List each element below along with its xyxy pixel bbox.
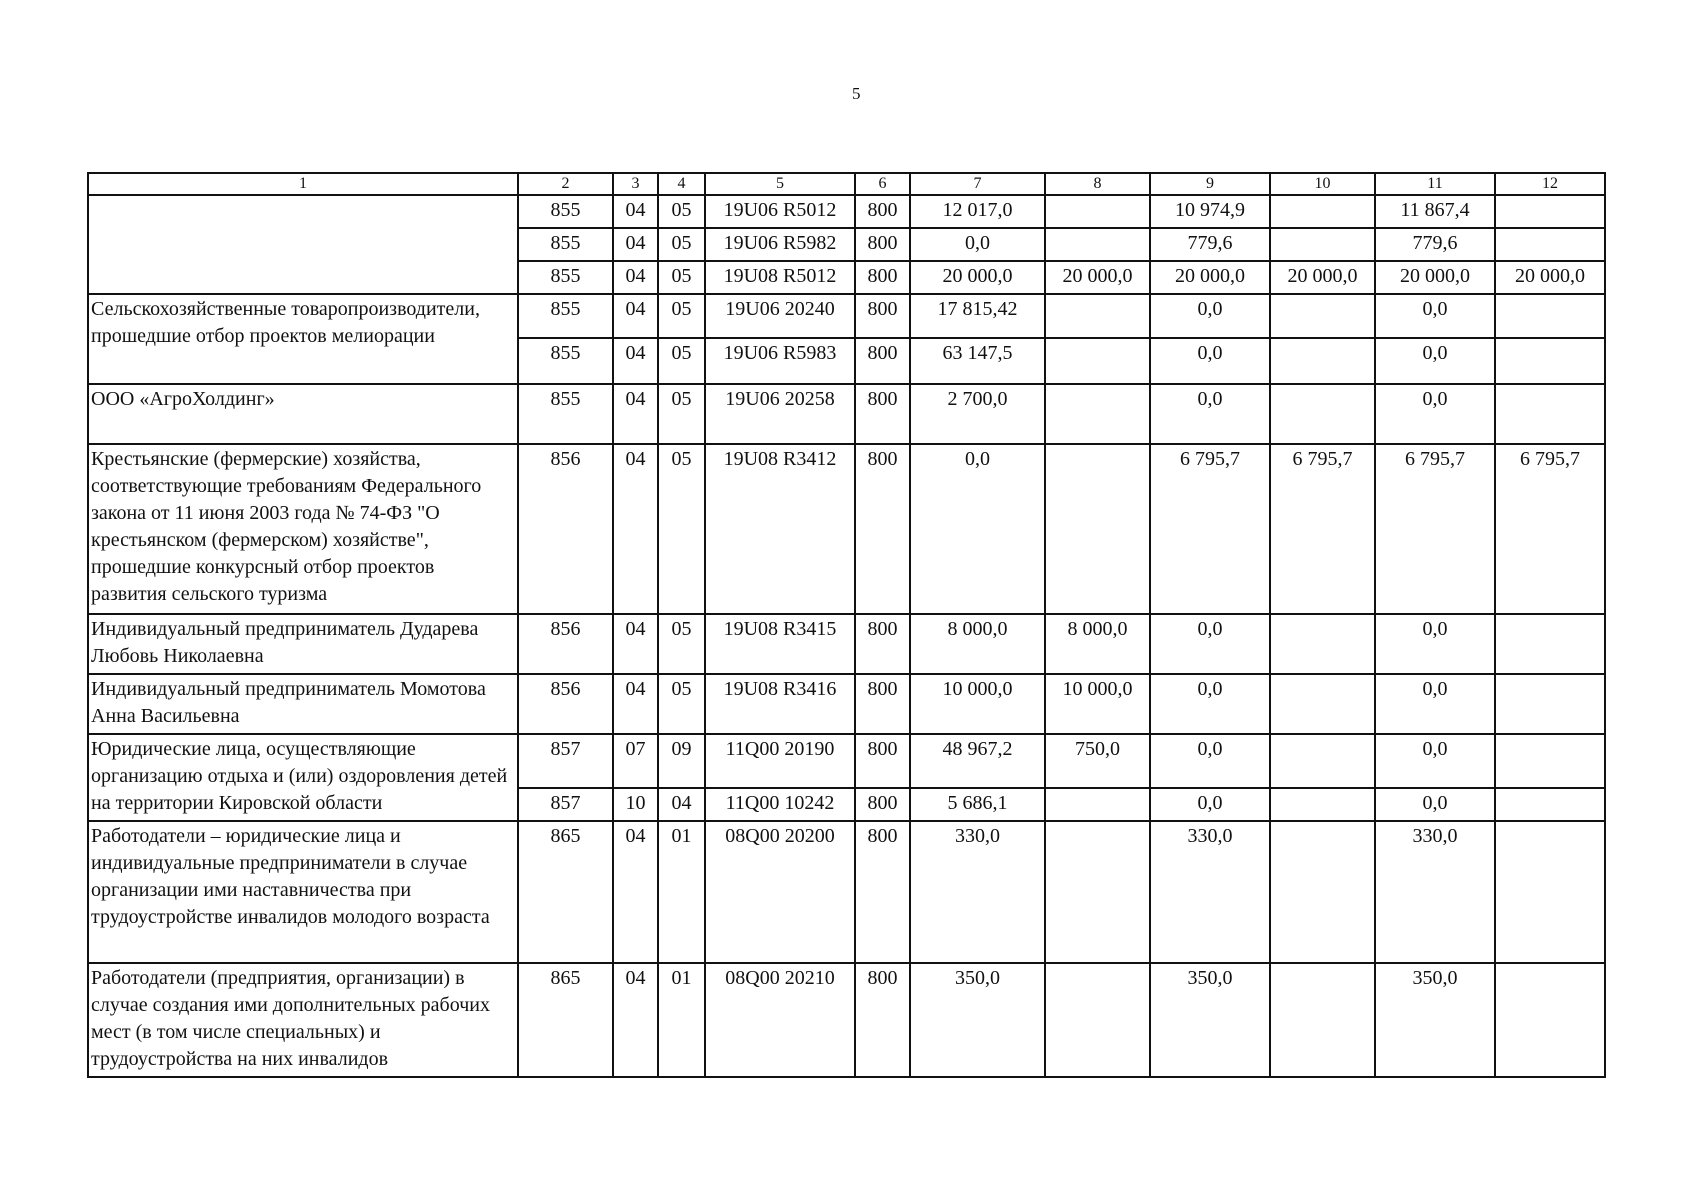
table-cell <box>1270 228 1375 261</box>
table-row <box>88 674 1605 734</box>
table-cell: 0,0 <box>910 228 1045 261</box>
table-cell: 20 000,0 <box>910 261 1045 294</box>
table-cell: 800 <box>855 338 910 384</box>
table-cell: 0,0 <box>1375 384 1495 444</box>
table-cell: 800 <box>855 384 910 444</box>
table-cell: 0,0 <box>1150 674 1270 734</box>
table-cell: 04 <box>613 963 658 1077</box>
table-cell <box>1045 294 1150 338</box>
table-cell: 04 <box>613 338 658 384</box>
table-cell: 05 <box>658 294 705 338</box>
column-header: 8 <box>1045 173 1150 195</box>
recipient-name: Крестьянские (фермерские) хозяйства, соответствующие требованиям Федерального закона от 11 июня 2003 года № 74-ФЗ "О крестьянском (фермерском) хозяйстве", прошедшие конкурсный отбор проектов развития сельского туризма <box>88 444 518 614</box>
table-row <box>88 614 1605 674</box>
table-cell: 0,0 <box>1375 788 1495 821</box>
table-cell: 0,0 <box>1150 384 1270 444</box>
table-cell: 800 <box>855 444 910 614</box>
table-cell: 19U06 20258 <box>705 384 855 444</box>
table-cell: 10 974,9 <box>1150 195 1270 228</box>
table-cell: 0,0 <box>910 444 1045 614</box>
table-cell: 865 <box>518 821 613 963</box>
table-cell: 05 <box>658 338 705 384</box>
table-cell: 04 <box>613 614 658 674</box>
table-cell: 750,0 <box>1045 734 1150 788</box>
recipient-name: Сельскохозяйственные товаропроизводители, прошедшие отбор проектов мелиорации <box>88 294 518 384</box>
table-cell: 04 <box>613 294 658 338</box>
table-cell: 0,0 <box>1150 614 1270 674</box>
table-cell <box>1495 384 1605 444</box>
table-row <box>88 821 1605 963</box>
table-cell: 0,0 <box>1375 614 1495 674</box>
table-cell: 05 <box>658 674 705 734</box>
table-cell: 350,0 <box>1375 963 1495 1077</box>
table-cell: 19U06 20240 <box>705 294 855 338</box>
table-cell: 08Q00 20200 <box>705 821 855 963</box>
table-cell <box>1270 788 1375 821</box>
table-cell: 19U06 R5012 <box>705 195 855 228</box>
table-cell: 856 <box>518 674 613 734</box>
table-cell <box>1495 963 1605 1077</box>
table-cell: 10 000,0 <box>1045 674 1150 734</box>
column-header: 1 <box>88 173 518 195</box>
table-cell <box>1045 444 1150 614</box>
table-cell: 12 017,0 <box>910 195 1045 228</box>
table-cell: 04 <box>613 261 658 294</box>
table-cell: 04 <box>613 384 658 444</box>
table-cell <box>1270 821 1375 963</box>
table-cell: 0,0 <box>1375 734 1495 788</box>
table-cell: 20 000,0 <box>1495 261 1605 294</box>
column-header: 10 <box>1270 173 1375 195</box>
table-row <box>88 444 1605 614</box>
table-cell: 63 147,5 <box>910 338 1045 384</box>
table-cell: 0,0 <box>1150 338 1270 384</box>
table-cell: 800 <box>855 614 910 674</box>
table-cell <box>1045 338 1150 384</box>
recipient-name <box>88 195 518 294</box>
table-cell: 0,0 <box>1150 734 1270 788</box>
table-cell: 05 <box>658 228 705 261</box>
table-cell: 855 <box>518 338 613 384</box>
table-cell: 800 <box>855 674 910 734</box>
budget-table <box>87 172 1606 1078</box>
table-cell: 04 <box>613 674 658 734</box>
table-cell: 855 <box>518 261 613 294</box>
recipient-name: ООО «АгроХолдинг» <box>88 384 518 444</box>
table-cell: 19U08 R3412 <box>705 444 855 614</box>
table-cell <box>1270 338 1375 384</box>
table-cell: 0,0 <box>1375 338 1495 384</box>
column-header: 5 <box>705 173 855 195</box>
table-cell: 330,0 <box>1150 821 1270 963</box>
table-cell: 04 <box>613 821 658 963</box>
table-cell: 04 <box>613 195 658 228</box>
table-row <box>88 734 1605 788</box>
table-cell: 19U06 R5983 <box>705 338 855 384</box>
table-cell: 6 795,7 <box>1375 444 1495 614</box>
table-cell: 20 000,0 <box>1150 261 1270 294</box>
table-cell: 04 <box>613 228 658 261</box>
table-cell <box>1045 788 1150 821</box>
table-cell: 11Q00 20190 <box>705 734 855 788</box>
table-cell: 855 <box>518 384 613 444</box>
column-header: 9 <box>1150 173 1270 195</box>
table-cell <box>1495 195 1605 228</box>
table-cell: 01 <box>658 821 705 963</box>
table-cell: 865 <box>518 963 613 1077</box>
table-cell <box>1495 228 1605 261</box>
table-row <box>88 195 1605 228</box>
table-cell <box>1270 734 1375 788</box>
table-cell: 20 000,0 <box>1270 261 1375 294</box>
table-cell: 11 867,4 <box>1375 195 1495 228</box>
table-cell: 6 795,7 <box>1495 444 1605 614</box>
table-cell: 19U08 R5012 <box>705 261 855 294</box>
page-number: 5 <box>852 84 861 103</box>
table-cell: 17 815,42 <box>910 294 1045 338</box>
table-cell <box>1270 674 1375 734</box>
table-cell: 856 <box>518 614 613 674</box>
table-row <box>88 294 1605 338</box>
table-cell: 779,6 <box>1150 228 1270 261</box>
table-cell: 800 <box>855 195 910 228</box>
header-row <box>88 173 1605 195</box>
table-cell: 779,6 <box>1375 228 1495 261</box>
recipient-name: Юридические лица, осуществляющие организацию отдыха и (или) оздоровления детей на территории Кировской области <box>88 734 518 821</box>
table-cell <box>1495 338 1605 384</box>
table-cell: 800 <box>855 294 910 338</box>
table-cell <box>1495 614 1605 674</box>
table-cell: 800 <box>855 734 910 788</box>
table-cell: 800 <box>855 821 910 963</box>
table-cell: 10 <box>613 788 658 821</box>
table-cell: 19U06 R5982 <box>705 228 855 261</box>
table-cell <box>1045 228 1150 261</box>
table-cell: 20 000,0 <box>1045 261 1150 294</box>
table-cell: 857 <box>518 788 613 821</box>
table-cell <box>1045 384 1150 444</box>
table-cell <box>1270 384 1375 444</box>
column-header: 4 <box>658 173 705 195</box>
table-cell: 350,0 <box>910 963 1045 1077</box>
column-header: 11 <box>1375 173 1495 195</box>
table-cell: 10 000,0 <box>910 674 1045 734</box>
table-cell <box>1495 674 1605 734</box>
table-cell: 8 000,0 <box>1045 614 1150 674</box>
table-cell: 2 700,0 <box>910 384 1045 444</box>
table-cell: 07 <box>613 734 658 788</box>
column-header: 7 <box>910 173 1045 195</box>
table-cell: 01 <box>658 963 705 1077</box>
table-cell <box>1495 734 1605 788</box>
table-cell: 05 <box>658 444 705 614</box>
table-cell: 855 <box>518 195 613 228</box>
table-cell <box>1270 294 1375 338</box>
table-cell: 19U08 R3415 <box>705 614 855 674</box>
recipient-name: Работодатели – юридические лица и индивидуальные предприниматели в случае организации ими наставничества при трудоустройстве инвалидов молодого возраста <box>88 821 518 963</box>
recipient-name: Индивидуальный предприниматель Дударева Любовь Николаевна <box>88 614 518 674</box>
table-cell <box>1045 963 1150 1077</box>
table-cell <box>1495 294 1605 338</box>
recipient-name: Индивидуальный предприниматель Момотова Анна Васильевна <box>88 674 518 734</box>
table-cell: 19U08 R3416 <box>705 674 855 734</box>
table-cell: 5 686,1 <box>910 788 1045 821</box>
table-cell <box>1270 614 1375 674</box>
table-cell: 04 <box>658 788 705 821</box>
table-cell: 6 795,7 <box>1150 444 1270 614</box>
column-header: 2 <box>518 173 613 195</box>
table-cell <box>1045 821 1150 963</box>
table-cell: 855 <box>518 228 613 261</box>
table-cell: 800 <box>855 261 910 294</box>
table-cell <box>1270 195 1375 228</box>
table-cell: 05 <box>658 614 705 674</box>
table-cell: 09 <box>658 734 705 788</box>
table-cell: 05 <box>658 384 705 444</box>
column-header: 6 <box>855 173 910 195</box>
table-cell: 8 000,0 <box>910 614 1045 674</box>
table-row <box>88 384 1605 444</box>
table-cell: 856 <box>518 444 613 614</box>
table-cell: 20 000,0 <box>1375 261 1495 294</box>
table-cell: 800 <box>855 228 910 261</box>
table-cell: 0,0 <box>1375 294 1495 338</box>
table-cell: 0,0 <box>1150 294 1270 338</box>
table-cell: 800 <box>855 963 910 1077</box>
table-cell: 11Q00 10242 <box>705 788 855 821</box>
table-cell: 800 <box>855 788 910 821</box>
table-cell <box>1495 788 1605 821</box>
table-cell: 330,0 <box>910 821 1045 963</box>
table-cell: 6 795,7 <box>1270 444 1375 614</box>
table-cell: 08Q00 20210 <box>705 963 855 1077</box>
column-header: 12 <box>1495 173 1605 195</box>
table-cell: 05 <box>658 195 705 228</box>
column-header: 3 <box>613 173 658 195</box>
table-row <box>88 963 1605 1077</box>
table-cell: 04 <box>613 444 658 614</box>
table-cell: 855 <box>518 294 613 338</box>
table-cell: 857 <box>518 734 613 788</box>
table-cell: 05 <box>658 261 705 294</box>
table-cell: 330,0 <box>1375 821 1495 963</box>
table-cell: 0,0 <box>1375 674 1495 734</box>
table-cell <box>1270 963 1375 1077</box>
table-cell <box>1495 821 1605 963</box>
recipient-name: Работодатели (предприятия, организации) в случае создания ими дополнительных рабочих мест (в том числе специальных) и трудоустройства на них инвалидов <box>88 963 518 1077</box>
table-cell <box>1045 195 1150 228</box>
table-cell: 350,0 <box>1150 963 1270 1077</box>
table-cell: 0,0 <box>1150 788 1270 821</box>
table-cell: 48 967,2 <box>910 734 1045 788</box>
